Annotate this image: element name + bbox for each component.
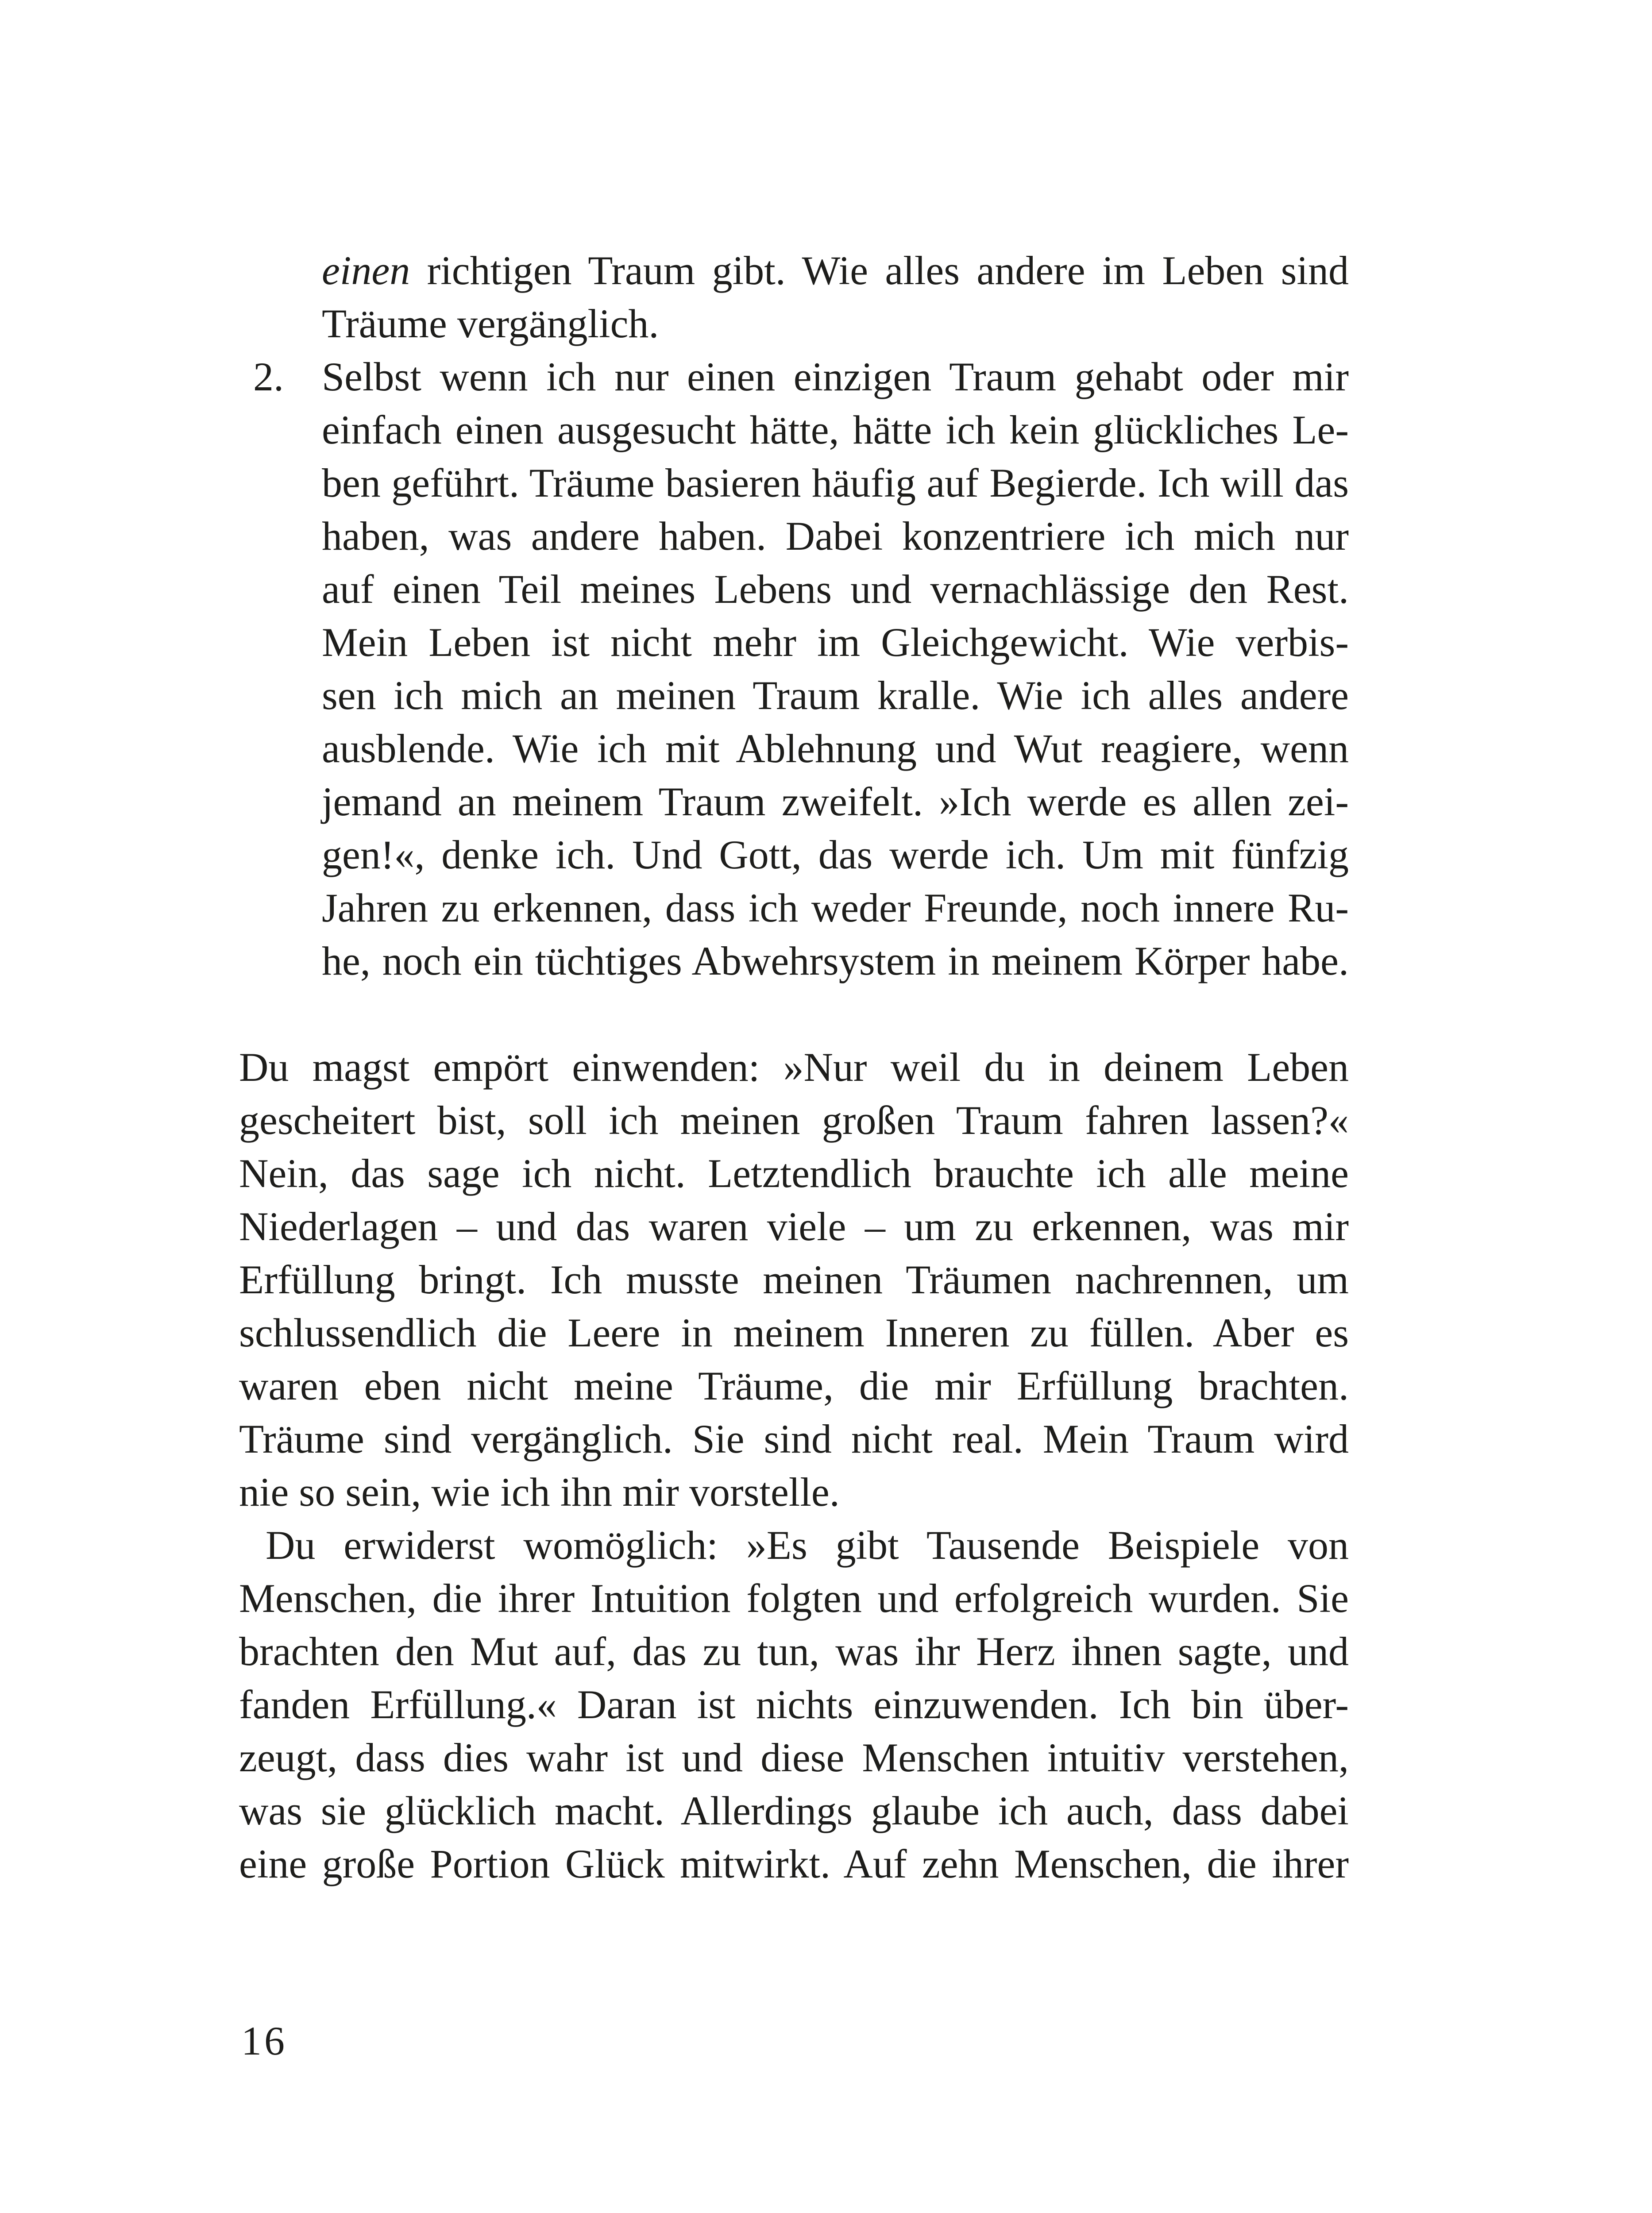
emphasis-word: einen (322, 248, 410, 293)
paragraph-line: gescheitert bist, soll ich meinen großen Traum fahren lassen?« (239, 1098, 1349, 1143)
paragraph-line: nie so sein, wie ich ihn mir vorstelle. (239, 1469, 840, 1515)
paragraph-line: eine große Portion Glück mitwirkt. Auf zehn Menschen, die ihrer (239, 1841, 1349, 1886)
list-item-line: jemand an meinem Traum zweifelt. »Ich werde es allen zei- (322, 779, 1349, 824)
list-continuation-line-2: Träume vergänglich. (322, 301, 659, 346)
paragraph-line: waren eben nicht meine Träume, die mir Erfüllung brachten. (239, 1363, 1349, 1408)
paragraph-line: Du erwiderst womöglich: »Es gibt Tausende Beispiele von (266, 1523, 1349, 1568)
list-item-line: haben, was andere haben. Dabei konzentriere ich mich nur (322, 513, 1349, 559)
paragraph-line: zeugt, dass dies wahr ist und diese Menschen intuitiv verstehen, (239, 1735, 1349, 1780)
list-item-line: Mein Leben ist nicht mehr im Gleichgewicht. Wie verbis- (322, 620, 1349, 665)
list-item-line: Jahren zu erkennen, dass ich weder Freunde, noch innere Ru- (322, 885, 1349, 930)
paragraph-line: Erfüllung bringt. Ich musste meinen Träumen nachrennen, um (239, 1257, 1349, 1302)
paragraph-line: Träume sind vergänglich. Sie sind nicht real. Mein Traum wird (239, 1416, 1349, 1461)
paragraph-line: was sie glücklich macht. Allerdings glaube ich auch, dass dabei (239, 1788, 1349, 1833)
list-item-line: einfach einen ausgesucht hätte, hätte ich kein glückliches Le- (322, 407, 1349, 452)
list-item-line: he, noch ein tüchtiges Abwehrsystem in meinem Körper habe. (322, 938, 1349, 983)
paragraph-line: schlussendlich die Leere in meinem Inneren zu füllen. Aber es (239, 1310, 1349, 1355)
paragraph-line: Du magst empört einwenden: »Nur weil du in deinem Leben (239, 1045, 1349, 1090)
paragraph-line: Menschen, die ihrer Intuition folgten und erfolgreich wurden. Sie (239, 1576, 1349, 1621)
list-continuation-text: richtigen Traum gibt. Wie alles andere im Leben sind (410, 248, 1349, 293)
list-continuation-line-1 (322, 250, 1349, 291)
list-item-number: 2. (253, 354, 284, 399)
list-item-line: sen ich mich an meinen Traum kralle. Wie ich alles andere (322, 673, 1349, 718)
list-item-line: ben geführt. Träume basieren häufig auf Begierde. Ich will das (322, 460, 1349, 505)
list-item-line: Selbst wenn ich nur einen einzigen Traum gehabt oder mir (322, 354, 1349, 399)
paragraph-line: Niederlagen – und das waren viele – um zu erkennen, was mir (239, 1204, 1349, 1249)
list-item-line: gen!«, denke ich. Und Gott, das werde ich. Um mit fünfzig (322, 832, 1349, 877)
paragraph-line: brachten den Mut auf, das zu tun, was ihr Herz ihnen sagte, und (239, 1629, 1349, 1674)
list-item-line: auf einen Teil meines Lebens und vernachlässige den Rest. (322, 567, 1349, 612)
paragraph-line: Nein, das sage ich nicht. Letztendlich brauchte ich alle meine (239, 1151, 1349, 1196)
page-number: 16 (241, 2018, 287, 2063)
paragraph-line: fanden Erfüllung.« Daran ist nichts einzuwenden. Ich bin über- (239, 1682, 1349, 1727)
list-item-line: ausblende. Wie ich mit Ablehnung und Wut reagiere, wenn (322, 726, 1349, 771)
